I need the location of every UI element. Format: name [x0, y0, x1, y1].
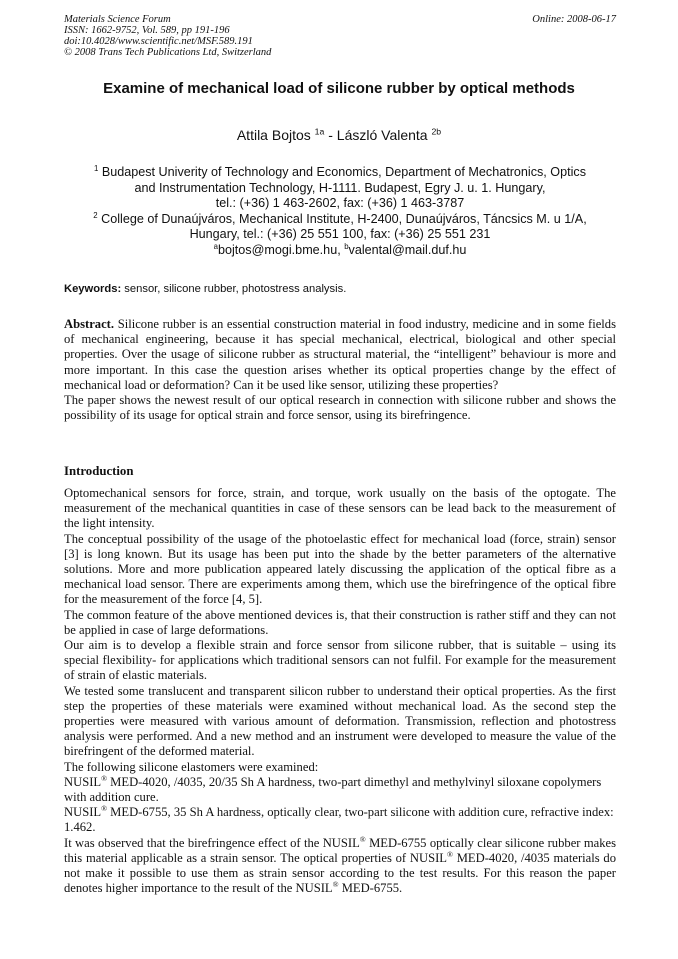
intro-p3: The common feature of the above mentioned devices is, that their construction is rather stiff and they can not be applied in case of large deformations.: [64, 607, 616, 637]
introduction-body: [64, 486, 616, 896]
abstract: [64, 317, 616, 423]
material-1: NUSIL® MED-4020, /4035, 20/35 Sh A hardness, two-part dimethyl and methylvinyl siloxane copolymers with addition cure.: [64, 773, 602, 805]
intro-p1: Optomechanical sensors for force, strain, and torque, work usually on the basis of the optogate. The measurement of the mechanical quantities in case of these sensors can be lead back to the measurement of the light intensity.: [64, 486, 616, 531]
online-date: Online: 2008-06-17: [532, 14, 616, 25]
affiliations: [64, 165, 616, 259]
author-1-sup: 1a: [314, 126, 325, 137]
author-2: László Valenta: [336, 127, 432, 143]
abstract-p1: Silicone rubber is an essential construction material in food industry, medicine and in some fields of mechanical engineering, because it has special mechanical, electrical, biological and other special properties. Over the usage of silicone rubber as structural material, the “intelligent” behaviour is more and more important. In this case the question arises whether its optical properties change by the effect of mechanical load or deformation? Can it be used like sensor, utilizing these properties?: [64, 317, 616, 392]
paper-title: Examine of mechanical load of silicone rubber by optical methods: [103, 80, 575, 97]
issn: ISSN: 1662-9752, Vol. 589, pp 191-196: [64, 25, 230, 36]
affil-1-line-3: tel.: (+36) 1 463-2602, fax: (+36) 1 463-3787: [215, 196, 465, 211]
intro-p6: The following silicone elastomers were examined:: [64, 759, 319, 774]
intro-p5: We tested some translucent and transparent silicon rubber to understand their optical properties. As the first step the properties of these materials were examined without mechanical load. As the second step the properties were measured with various amount of deformation. Transmission, reflection and photostress analysis were performed. And a new method and an instrument were developed to measure the value of the birefringent of the deformed material.: [64, 683, 616, 759]
journal-name: Materials Science Forum: [64, 14, 171, 25]
author-line: [40, 127, 638, 143]
abstract-label: Abstract.: [64, 317, 115, 331]
affil-2-line-2: Hungary, tel.: (+36) 25 551 100, fax: (+36) 25 551 231: [189, 227, 491, 242]
author-2-sup: 2b: [431, 126, 442, 137]
doi[interactable]: doi:10.4028/www.scientific.net/MSF.589.191: [64, 36, 253, 47]
material-2: NUSIL® MED-6755, 35 Sh A hardness, optically clear, two-part silicone with addition cure, refractive index: 1.462.: [64, 804, 614, 835]
email-a[interactable]: bojtos@mogi.bme.hu,: [218, 242, 345, 257]
email-a-sup: a: [213, 241, 218, 251]
author-separator: -: [324, 127, 337, 143]
introduction-heading: Introduction: [64, 464, 134, 478]
abstract-p2: The paper shows the newest result of our optical research in connection with silicone rubber and shows the possibility of its usage for optical strain and force sensor, using its birefringence.: [64, 393, 616, 423]
copyright: © 2008 Trans Tech Publications Ltd, Switzerland: [64, 47, 272, 58]
email-b-sup: b: [344, 241, 349, 251]
keywords: [64, 283, 616, 295]
author-1: Attila Bojtos: [236, 127, 315, 143]
keywords-label: Keywords:: [64, 283, 122, 295]
affil-1-line-1: Budapest Univerity of Technology and Economics, Department of Mechatronics, Optics: [98, 165, 586, 179]
affil-2-line-1: College of Dunaújváros, Mechanical Institute, H-2400, Dunaújváros, Táncsics M. u 1/A,: [97, 211, 587, 226]
affil-1-sup: 1: [93, 163, 99, 173]
affil-2-sup: 2: [93, 210, 98, 220]
intro-p2: The conceptual possibility of the usage of the photoelastic effect for mechanical load (force, strain) sensor [3] is long known. But its usage has been put into the shade by the better parameters of the alternative solutions. More and more publication appeared lately discussing the application of the optical fibre as a mechanical load sensor. There are experiments among them, which use the birefringence of the optical fibre for the measurement of the force [4, 5].: [64, 531, 616, 607]
intro-p4: Our aim is to develop a flexible strain and force sensor from silicone rubber, that is suitable – using its special flexibility- for applications which traditional sensors can not fulfil. For example for the measurement of strain of elastic materials.: [64, 638, 616, 683]
intro-p7: It was observed that the birefringence effect of the NUSIL® MED-6755 optically clear silicone rubber makes this material applicable as a strain sensor. The optical properties of NUSIL® MED-4020, /4035 materials do not make it possible to use them as strain sensor according to the test results. For this reason the paper denotes higher importance to the result of the NUSIL® MED-6755.: [64, 834, 617, 896]
keywords-text: sensor, silicone rubber, photostress analysis.: [121, 283, 347, 295]
email-b[interactable]: valental@mail.duf.hu: [348, 242, 467, 257]
journal-header: [64, 14, 616, 58]
affil-1-line-2: and Instrumentation Technology, H-1111. Budapest, Egry J. u. 1. Hungary,: [134, 180, 546, 195]
